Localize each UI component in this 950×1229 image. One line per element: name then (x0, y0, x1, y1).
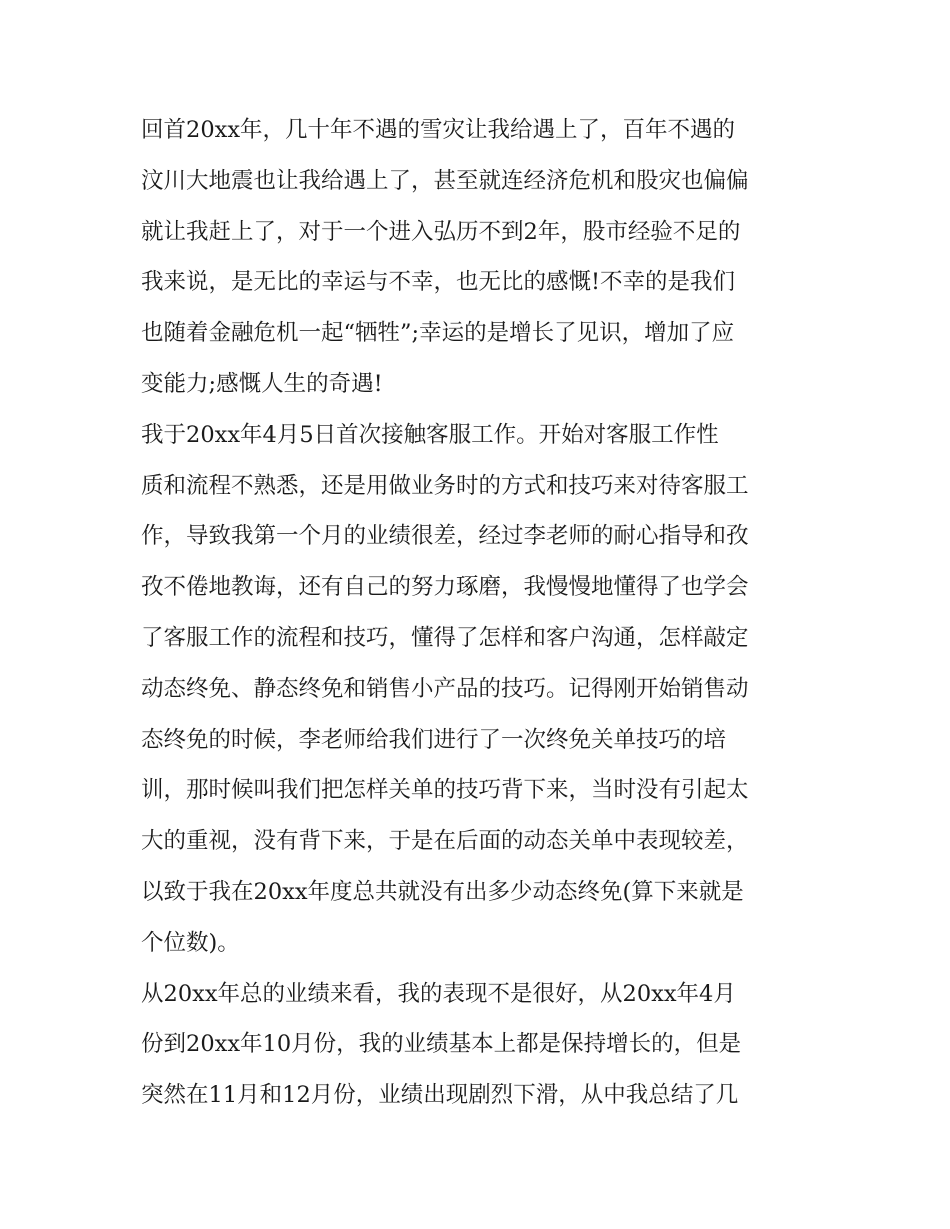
paragraph-1 (141, 105, 813, 410)
text-line: 回首20xx年，几十年不遇的雪灾让我给遇上了，百年不遇的 (141, 117, 736, 143)
text-line: 我于20xx年4月5日首次接触客服工作。开始对客服工作性 (141, 421, 719, 448)
text-line: 我来说，是无比的幸运与不幸，也无比的感慨!不幸的是我们 (141, 269, 736, 296)
text-line: 训，那时候叫我们把怎样关单的技巧背下来，当时没有引起太 (141, 777, 749, 804)
text-line: 个位数)。 (141, 929, 240, 956)
text-line: 也随着金融危机一起“牺牲”;幸运的是增长了见识，增加了应 (141, 320, 735, 347)
text-line: 以致于我在20xx年度总共就没有出多少动态终免(算下来就是 (141, 878, 744, 905)
text-line: 态终免的时候，李老师给我们进行了一次终免关单技巧的培 (141, 726, 727, 753)
text-line: 汶川大地震也让我给遇上了，甚至就连经济危机和股灾也偏偏 (141, 167, 749, 194)
text-line: 突然在11月和12月份，业绩出现剧烈下滑，从中我总结了几 (141, 1082, 739, 1109)
paragraph-3 (141, 969, 813, 1121)
text-line: 动态终免、静态终免和销售小产品的技巧。记得刚开始销售动 (141, 675, 749, 702)
text-line: 变能力;感慨人生的奇遇! (141, 370, 383, 397)
document-body (141, 105, 813, 1121)
text-line: 了客服工作的流程和技巧，懂得了怎样和客户沟通，怎样敲定 (141, 624, 749, 651)
text-line: 质和流程不熟悉，还是用做业务时的方式和技巧来对待客服工 (141, 472, 749, 499)
text-line: 份到20xx年10月份，我的业绩基本上都是保持增长的，但是 (141, 1031, 742, 1058)
text-line: 大的重视，没有背下来，于是在后面的动态关单中表现较差， (141, 828, 749, 855)
text-line: 孜不倦地教诲，还有自己的努力琢磨，我慢慢地懂得了也学会 (141, 574, 749, 601)
text-line: 作，导致我第一个月的业绩很差，经过李老师的耐心指导和孜 (141, 523, 749, 550)
text-line: 就让我赶上了，对于一个进入弘历不到2年，股市经验不足的 (141, 218, 741, 245)
text-line: 从20xx年总的业绩来看，我的表现不是很好，从20xx年4月 (141, 980, 736, 1007)
paragraph-2 (141, 410, 813, 969)
